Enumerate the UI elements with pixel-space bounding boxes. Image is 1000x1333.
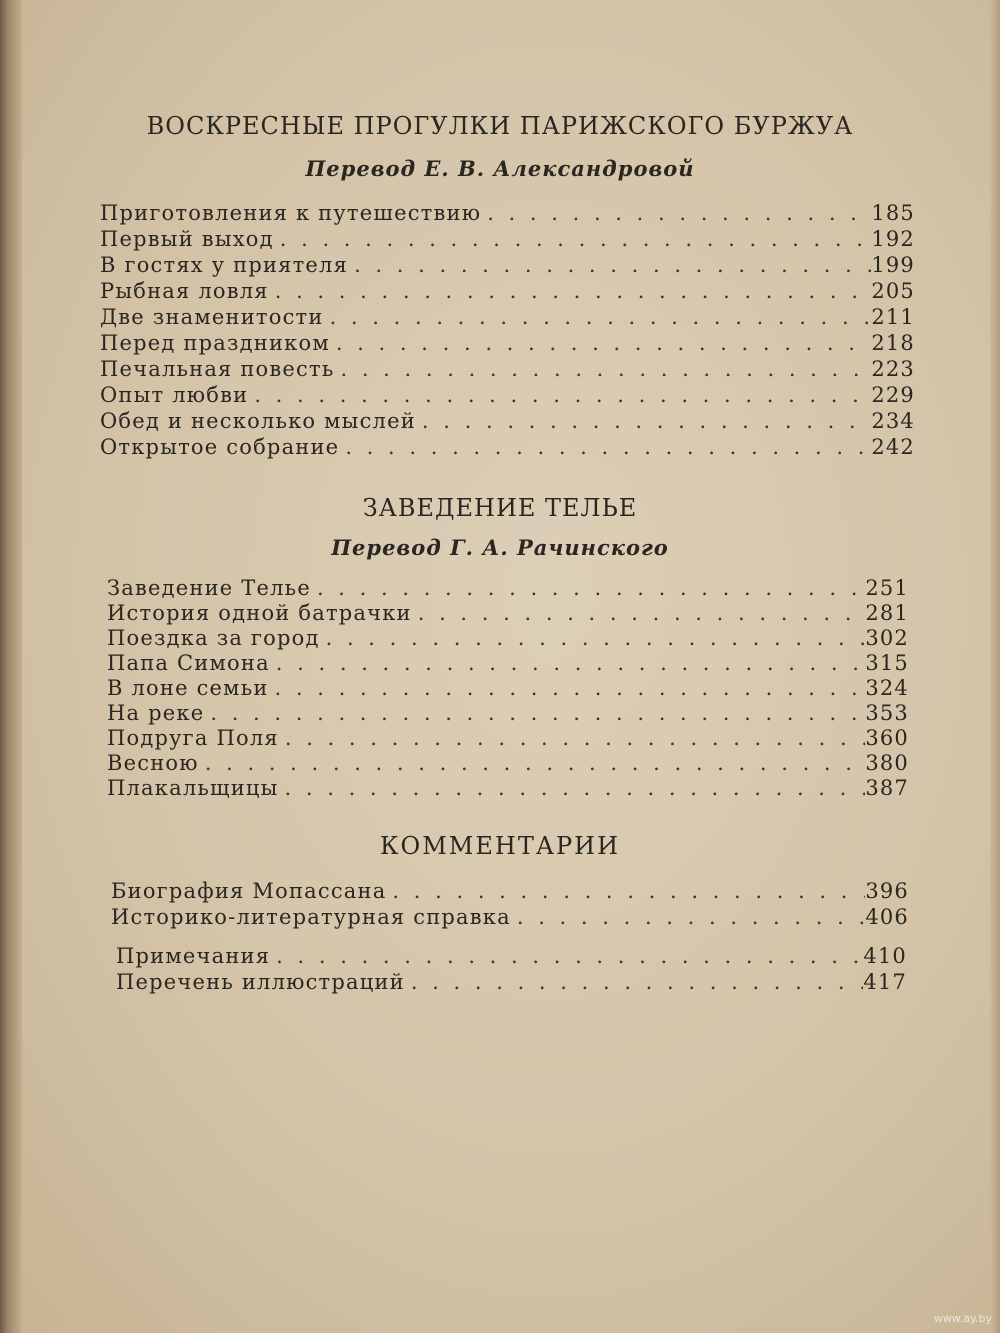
- translator-line-aleksandrova: Перевод Е. В. Александровой: [305, 156, 695, 181]
- toc-entry-title: Подруга Поля: [107, 726, 279, 750]
- toc-entry[interactable]: [100, 383, 915, 409]
- toc-entry-page: 417: [863, 970, 907, 994]
- toc-entry[interactable]: [100, 201, 915, 227]
- dot-leader: [422, 409, 871, 433]
- section-heading-sunday-walks: ВОСКРЕСНЫЕ ПРОГУЛКИ ПАРИЖСКОГО БУРЖУА: [146, 112, 854, 140]
- dot-leader: [345, 435, 871, 459]
- toc-entry[interactable]: [111, 905, 909, 931]
- dot-leader: [392, 879, 865, 903]
- toc-entry[interactable]: [107, 676, 909, 701]
- toc-entry-title: Примечания: [116, 944, 271, 968]
- toc-entry-title: В гостях у приятеля: [100, 253, 349, 277]
- dot-leader: [336, 331, 871, 355]
- dot-leader: [411, 970, 863, 994]
- toc-entry-title: Опыт любви: [100, 383, 249, 407]
- toc-entry-title: На реке: [107, 701, 205, 725]
- dot-leader: [210, 701, 865, 725]
- toc-entry-page: 406: [865, 905, 909, 929]
- toc-entry-title: Две знаменитости: [100, 305, 324, 329]
- toc-entry-page: 315: [865, 651, 909, 675]
- toc-entry-page: 192: [871, 227, 915, 251]
- section-heading-tellier-house: ЗАВЕДЕНИЕ ТЕЛЬЕ: [362, 494, 638, 522]
- toc-entry-page: 218: [871, 331, 915, 355]
- toc-entry-title: Плакальщицы: [107, 776, 279, 800]
- dot-leader: [487, 201, 871, 225]
- page-left-edge: [0, 0, 22, 1333]
- toc-entry[interactable]: [100, 357, 915, 383]
- toc-entry[interactable]: [107, 776, 909, 801]
- dot-leader: [254, 383, 871, 407]
- toc-entry[interactable]: [107, 651, 909, 676]
- toc-entry-page: 251: [865, 576, 909, 600]
- toc-entry-title: Историко-литературная справка: [111, 905, 511, 929]
- toc-entry[interactable]: [100, 331, 915, 357]
- toc-entry-page: 229: [871, 383, 915, 407]
- toc-entry[interactable]: [116, 970, 907, 996]
- dot-leader: [205, 751, 865, 775]
- toc-entry-title: Приготовления к путешествию: [100, 201, 482, 225]
- toc-entry-page: 380: [865, 751, 909, 775]
- toc-entry-page: 205: [871, 279, 915, 303]
- toc-entry-title: Открытое собрание: [100, 435, 340, 459]
- toc-entry-title: Перечень иллюстраций: [116, 970, 405, 994]
- toc-entry-page: 223: [871, 357, 915, 381]
- translator-line-rachinsky: Перевод Г. А. Рачинского: [331, 535, 669, 560]
- toc-entry-page: 281: [865, 601, 909, 625]
- toc-entry[interactable]: [107, 701, 909, 726]
- toc-entry-page: 199: [871, 253, 915, 277]
- toc-entry-title: Первый выход: [100, 227, 274, 251]
- toc-entry-page: 410: [863, 944, 907, 968]
- toc-entry[interactable]: [107, 626, 909, 651]
- toc-entry-title: Весною: [107, 751, 199, 775]
- toc-entry[interactable]: [111, 879, 909, 905]
- toc-entry-page: 360: [865, 726, 909, 750]
- dot-leader: [340, 357, 871, 381]
- toc-entry-page: 211: [871, 305, 915, 329]
- toc-entry-title: Биография Мопассана: [111, 879, 387, 903]
- toc-list-sunday-walks: [100, 201, 915, 461]
- toc-entry-title: В лоне семьи: [107, 676, 269, 700]
- dot-leader: [285, 776, 865, 800]
- toc-entry-title: Перед праздником: [100, 331, 330, 355]
- toc-entry[interactable]: [107, 751, 909, 776]
- toc-entry-page: 353: [865, 701, 909, 725]
- toc-entry-page: 185: [871, 201, 915, 225]
- toc-entry-title: История одной батрачки: [107, 601, 412, 625]
- dot-leader: [317, 576, 865, 600]
- toc-entry-page: 234: [871, 409, 915, 433]
- dot-leader: [330, 305, 871, 329]
- dot-leader: [275, 676, 865, 700]
- toc-entry-title: Обед и несколько мыслей: [100, 409, 416, 433]
- toc-entry-title: Папа Симона: [107, 651, 270, 675]
- toc-entry-page: 396: [865, 879, 909, 903]
- toc-entry[interactable]: [100, 305, 915, 331]
- dot-leader: [280, 227, 871, 251]
- page-right-edge: [990, 0, 1000, 1333]
- toc-entry[interactable]: [107, 726, 909, 751]
- toc-entry[interactable]: [100, 409, 915, 435]
- toc-entry[interactable]: [107, 576, 909, 601]
- toc-entry[interactable]: [100, 253, 915, 279]
- toc-entry-title: Поездка за город: [107, 626, 320, 650]
- dot-leader: [418, 601, 865, 625]
- dot-leader: [275, 279, 871, 303]
- section-heading-commentary: КОММЕНТАРИИ: [379, 832, 621, 860]
- toc-entry-page: 387: [865, 776, 909, 800]
- toc-entry[interactable]: [100, 227, 915, 253]
- dot-leader: [276, 651, 865, 675]
- toc-entry-page: 242: [871, 435, 915, 459]
- toc-entry[interactable]: [116, 944, 907, 970]
- toc-entry-title: Рыбная ловля: [100, 279, 269, 303]
- toc-list-tellier-house: [107, 576, 909, 801]
- dot-leader: [517, 905, 865, 929]
- toc-entry[interactable]: [100, 435, 915, 461]
- toc-list-commentary-b: [116, 944, 907, 996]
- dot-leader: [276, 944, 863, 968]
- dot-leader: [354, 253, 871, 277]
- toc-entry-page: 324: [865, 676, 909, 700]
- toc-entry-title: Заведение Телье: [107, 576, 311, 600]
- toc-entry-page: 302: [865, 626, 909, 650]
- dot-leader: [285, 726, 865, 750]
- toc-entry-title: Печальная повесть: [100, 357, 335, 381]
- toc-list-commentary-a: [111, 879, 909, 931]
- toc-entry[interactable]: [107, 601, 909, 626]
- site-watermark: www.ay.by: [933, 1312, 992, 1325]
- dot-leader: [326, 626, 865, 650]
- toc-entry[interactable]: [100, 279, 915, 305]
